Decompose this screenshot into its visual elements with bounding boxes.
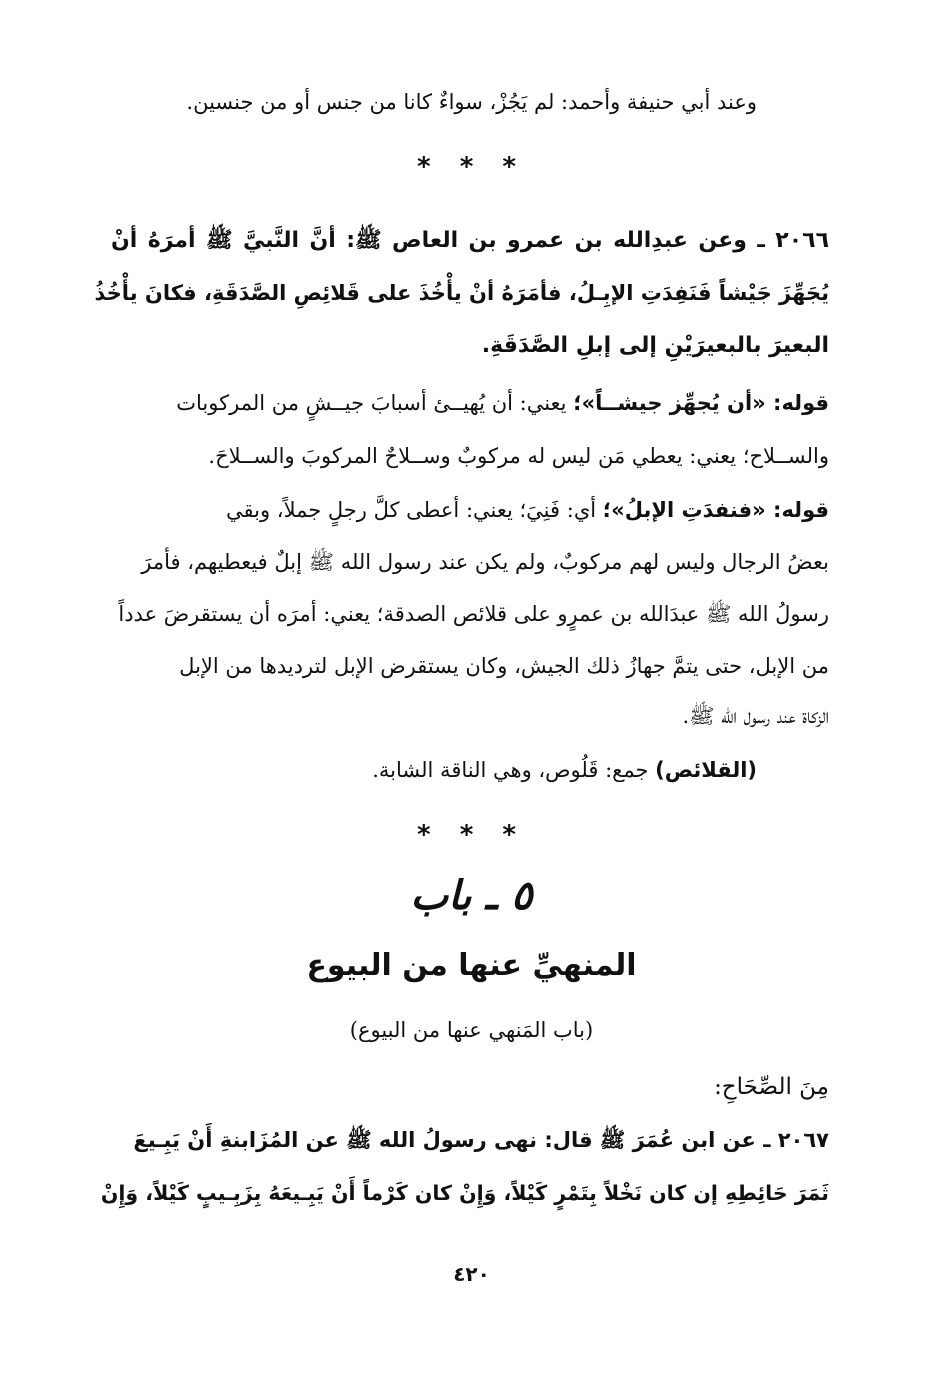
commentary-2-line-3: رسولُ الله ﷺ عبدَالله بن عمرٍو على قلائص الصدقة؛ يعني: أمرَه أن يستقرضَ عدداً — [118, 602, 829, 626]
hadith-2066-line-3: البعيرَ بالبعيرَيْنِ إلى إبلِ الصَّدَقَةِ. — [481, 333, 829, 358]
chapter-subtitle: (باب المَنهي عنها من البيوع) — [349, 1018, 594, 1042]
hadith-2067-line-1: ٢٠٦٧ ـ عن ابن عُمَرَ ﷺ قال: نهى رسولُ الله ﷺ عن المُزَابنةِ أَنْ يَبِـيعَ — [133, 1128, 829, 1152]
commentary-1-label: قوله: «أن يُجهِّز جيشــاً»؛ — [573, 391, 829, 415]
commentary-3-label: (القلائص) — [655, 758, 757, 782]
commentary-2-text: أي: فَنِيَ؛ يعني: أعطى كلَّ رجلٍ جملاً، وبقي — [226, 498, 603, 522]
commentary-2-line-1 — [226, 500, 829, 521]
section-heading-sihah: مِنَ الصِّحَاحِ: — [714, 1074, 829, 1100]
text-line-opening: وعند أبي حنيفة وأحمد: لم يَجُزْ، سواءٌ كانا من جنس أو من جنسين. — [186, 90, 757, 114]
commentary-1-text: يعني: أن يُهيــئ أسبابَ جيــشٍ من المركوبات — [176, 391, 574, 415]
chapter-title: المنهيِّ عنها من البيوع — [306, 948, 637, 983]
commentary-1-line-2: والســلاح؛ يعني: يعطي مَن ليس له مركوبٌ وســلاحٌ المركوبَ والســلاحَ. — [208, 444, 829, 468]
commentary-1-line-1 — [176, 393, 829, 414]
commentary-3-line — [372, 760, 757, 781]
commentary-2-label: قوله: «فنفدَتِ الإبلُ»؛ — [602, 498, 829, 522]
commentary-2-line-4: من الإبل، حتى يتمَّ جهازُ ذلك الجيش، وكان يستقرض الإبل لترديدها من الإبل — [179, 654, 829, 678]
hadith-2066-line-1: ٢٠٦٦ ـ وعن عبدِالله بن عمرو بن العاص ﷺ: أنَّ النَّبيَّ ﷺ أمرَهُ أنْ — [111, 228, 829, 253]
page-number: ٤٢٠ — [453, 1262, 490, 1286]
separator-stars: * * * — [417, 152, 526, 182]
hadith-2066-line-2: يُجَهِّزَ جَيْشاً فَنَفِدَتِ الإبِـلُ، فأمَرَهُ أنْ يأْخُذَ على قَلائِصِ الصَّدَقَةِ، فكانَ يأْخُذُ — [94, 281, 829, 305]
hadith-2067-line-2: ثَمَرَ حَائِطِهِ إن كان نَخْلاً بِتَمْرٍ كَيْلاً، وَإِنْ كان كَرْماً أَنْ يَبِـيعَهُ بِزَبِـيبٍ كَيْلاً، وَإِنْ — [100, 1181, 829, 1205]
commentary-2-line-5: الزكاة عند رسول الله ﷺ. — [682, 704, 829, 728]
separator-stars-2: * * * — [417, 820, 526, 850]
commentary-3-text: جمع: قَلُوص، وهي الناقة الشابة. — [372, 758, 656, 782]
commentary-2-line-2: بعضُ الرجال وليس لهم مركوبٌ، ولم يكن عند رسول الله ﷺ إبلٌ فيعطيهم، فأمرَ — [141, 550, 829, 574]
chapter-number: ٥ ـ باب — [410, 872, 533, 919]
